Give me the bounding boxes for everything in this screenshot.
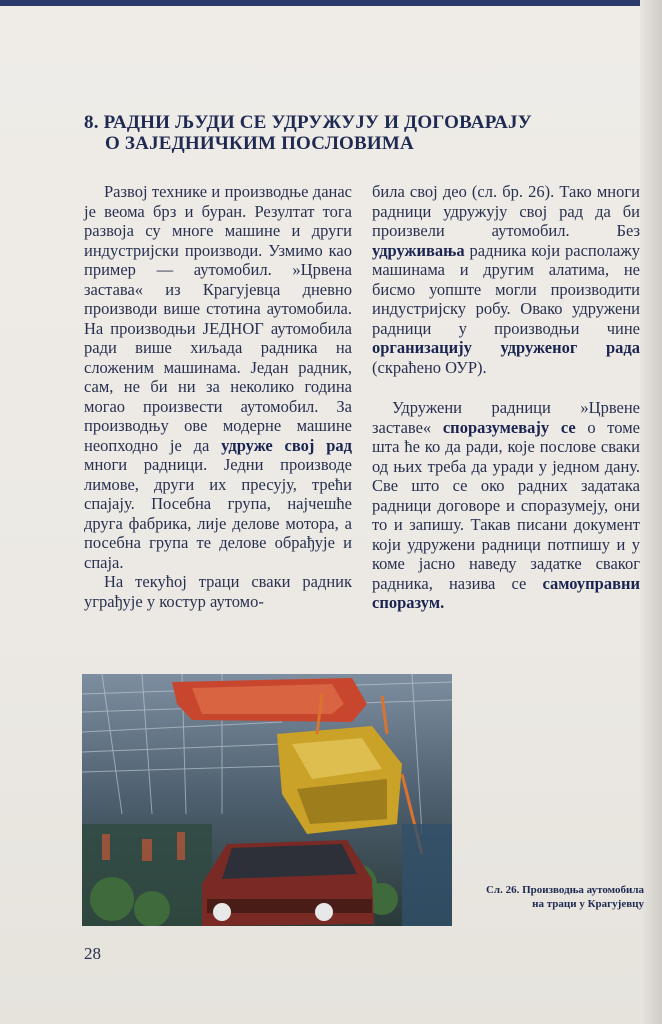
right-p2-text-a: Удружени радници »Црвене заставе« xyxy=(372,398,640,437)
right-p2-bold-2: самоуправни споразум. xyxy=(372,573,640,612)
assembly-line-illustration xyxy=(82,674,452,926)
page-number: 28 xyxy=(84,944,101,963)
left-paragraph-2: На текућој траци сваки радник уграђује у костур аутомо- xyxy=(84,572,352,611)
page-spine-shadow xyxy=(640,0,662,1024)
page-top-edge xyxy=(0,0,662,6)
right-p2-text-b: о томе шта ће ко да ради, које послове сваки од њих треба да уради у једном дану. Све што се око радних задатака радници договоре и споразумеју, они то и запишу. Такав писани документ који удружени радници потпишу и у коме јасно наведу задатке сваког радника, назива се xyxy=(372,417,640,593)
left-p1-bold: удруже свој рад xyxy=(221,435,352,455)
section-heading xyxy=(84,112,604,154)
right-p1-bold-2: организацију удруженог рада xyxy=(372,338,640,357)
right-paragraph-2 xyxy=(372,398,640,613)
right-paragraph-1 xyxy=(372,182,640,377)
figure-caption: Сл. 26. Производња аутомобила на траци у Крагујевцу xyxy=(485,884,644,910)
factory-assembly-line-photo xyxy=(82,674,452,926)
left-paragraph-1 xyxy=(84,182,352,572)
right-p1-text-b: радника који располажу машинама и другим алатима, не бисмо уопште могли производити индустријску робу. Овако удружени радници у производњи чине xyxy=(372,240,640,338)
left-column xyxy=(84,182,352,611)
right-p2-bold-1: споразумевају се xyxy=(442,417,576,437)
right-p1-bold-1: удруживања xyxy=(372,240,465,260)
section-heading-line2: О ЗАЈЕДНИЧКИМ ПОСЛОВИМА xyxy=(105,133,414,154)
left-p1-end: многи радници. Једни производе лимове, други их пресују, трећи спајају. Посебна група, најчешће друга фабрика, лије делове мотора, а посебна група те делове обрађује и спаја. xyxy=(84,455,352,572)
right-p1-text-c: (скраћено ОУР). xyxy=(372,357,487,377)
right-column xyxy=(372,182,640,613)
right-p1-text-a: била свој део (сл. бр. 26). Тако многи радници удружују свој рад да би произвели аутомобил. Без xyxy=(372,182,640,240)
left-p1-text: Развој технике и производње данас је веома брз и буран. Резултат тога развоја су многе машине и други индустријски производи. Узмимо као пример — аутомобил. »Црвена застава« из Крагујевца дневно производи више стотина аутомобила. На производњи ЈЕДНОГ аутомобила ради више хиљада радника на сложеним машинама. Један радник, сам, не би ни за неколико година могао произвести аутомобил. За производњу ове модерне машине неопходно је да xyxy=(84,182,352,455)
paragraph-gap xyxy=(372,377,640,398)
section-heading-line1: 8. РАДНИ ЉУДИ СЕ УДРУЖУЈУ И ДОГОВАРАЈУ xyxy=(84,112,532,133)
